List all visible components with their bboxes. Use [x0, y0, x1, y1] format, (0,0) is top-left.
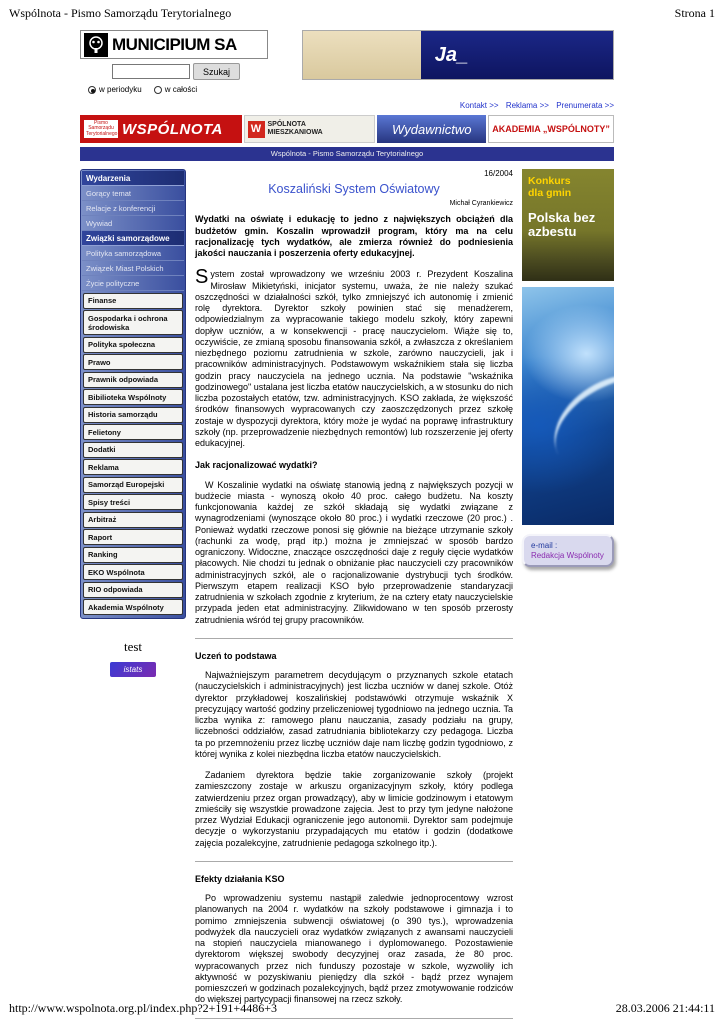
azbest-line2: dla gmin [528, 187, 572, 200]
sidebar-item-raport[interactable]: Raport [83, 529, 183, 545]
sidebar-item-wydarzenia[interactable]: Wydarzenia [82, 171, 184, 186]
nav-link-prenumerata[interactable]: Prenumerata >> [556, 101, 614, 110]
print-header [9, 6, 715, 21]
radio-icon-checked[interactable] [88, 86, 96, 94]
banner-mieszkaniowa-w-icon: W [248, 121, 265, 138]
sidebar-item-eko-wspolnota[interactable]: EKO Wspólnota [83, 564, 183, 580]
sidebar-item-prawo[interactable]: Prawo [83, 354, 183, 370]
print-footer [9, 1001, 715, 1016]
article [186, 169, 522, 1031]
content-row [80, 169, 614, 1031]
sidebar-item-dodatki[interactable]: Dodatki [83, 442, 183, 458]
ad-banner-water-image[interactable] [522, 287, 614, 525]
radio-label: w całości [164, 85, 198, 94]
site-title-bar: Wspólnota - Pismo Samorządu Terytorialnego [80, 147, 614, 161]
banner-wspolnota-mieszkaniowa[interactable] [244, 115, 376, 143]
sidebar-item-spisy-tresci[interactable]: Spisy treści [83, 494, 183, 510]
sidebar-item-ranking[interactable]: Ranking [83, 547, 183, 563]
article-paragraph-1 [195, 266, 513, 449]
sidebar-menu [80, 169, 186, 619]
email-target: Redakcja Wspólnoty [531, 551, 604, 560]
section-heading-racjonalizowac: Jak racjonalizować wydatki? [195, 460, 318, 471]
banner-wydawnictwo[interactable] [377, 115, 486, 143]
test-label: test [123, 638, 143, 654]
site-content [80, 30, 614, 1031]
banner-mieszkaniowa-line2: MIESZKANIOWA [267, 129, 323, 136]
article-paragraph-2: W Koszalinie wydatki na oświatę stanowią jedną z największych pozycji w budżecie miasta - wynoszą około 40 proc. całego budżetu. Na koszty funkcjonowania każdej ze szkół składają się wydatki związane z wynagrodzeniami (wynoszące około 80 proc.) i wydatki rzeczowe (20 proc.) . Ponieważ wydatki rzeczowe ponosi się głównie na bieżące utrzymanie szkoły (rachunki za wodę, prąd itp.) można je zmniejszać w sposób bardzo ograniczony. Widoczne, znaczące oszczędności daje z reguły cięcie wydatków płacowych. Nie chodzi tu jednak o obniżanie płac nauczycieli czy pracowników administracyjnych szkół, ale o racjonalizowanie dystrybucji tych środków. Pierwszym etapem realizacji KSO było przeprowadzenie standaryzacji zatrudnienia w szkołach zgodnie z kryterium, że na cztery etaty nauczycielskie przypada jeden etat administracyjny. Zlikwidowano w ten sposób przerosty zatrudnienia wśród tej grupy pracowników. [195, 479, 513, 625]
sidebar-item-rio-odpowiada[interactable]: RIO odpowiada [83, 582, 183, 598]
top-ad-banner-text-area [421, 31, 613, 79]
sidebar-item-finanse[interactable]: Finanse [83, 293, 183, 309]
article-lead: Wydatki na oświatę i edukację to jedno z największych obciążeń dla budżetów gmin. Koszalin wprowadził program, który ma na celu racjonalizację tych wydatków, ale zmierza również do podniesienia jakości nauczania i poszerzenia oferty edukacyjnej. [195, 214, 513, 259]
email-label: e-mail : [531, 541, 558, 550]
banner-akademia-wspolnoty[interactable] [488, 115, 614, 143]
article-paragraph-5: Po wprowadzeniu systemu nastąpił zaledwie jednoprocentowy wzrost planowanych na 2004 r. wydatków na szkoły podstawowe i gimnazja i to pomimo zmniejszenia subwencji oświatowej (o 390 tys.), wprowadzenia podwyżek dla nauczycieli oraz wydatków związanych z awansami nauczycieli na stopień nauczyciela mianowanego i dyplomowanego. Pozostawienie dyrektorom większej swobody decyzyjnej oraz zasada, że 80 proc. wypracowanych przez nich funduszy pozostaje w szkole, wyzwoliły ich aktywność w pozyskiwaniu pieniędzy dla szkół - bądź przez wynajem pomieszczeń w godzinach pozalekcyjnych, bądź przez zmotywowanie rodziców do większej partycypacji finansowej na rzecz szkoły. [195, 893, 513, 1005]
section-divider [195, 861, 513, 862]
banner-wspolnota-title: WSPÓLNOTA [122, 120, 223, 138]
top-ad-banner[interactable] [302, 30, 614, 80]
sidebar-item-prawnik-odpowiada[interactable]: Prawnik odpowiada [83, 372, 183, 388]
dropcap-letter: S [195, 266, 209, 289]
search-button[interactable]: Szukaj [193, 63, 240, 80]
stats-counter-badge[interactable]: istats [110, 662, 156, 677]
banner-mieszkaniowa-line1: SPÓLNOTA [267, 120, 306, 128]
sidebar-item-samorzad-europejski[interactable]: Samorząd Europejski [83, 477, 183, 493]
radio-icon-unchecked[interactable] [154, 86, 162, 94]
header-nav-links [80, 101, 614, 110]
print-footer-datetime: 28.03.2006 21:44:11 [615, 1001, 715, 1015]
section-divider [195, 1018, 513, 1019]
print-header-title: Wspólnota - Pismo Samorządu Terytorialnego [9, 6, 232, 20]
sidebar-item-wywiad[interactable]: Wywiad [82, 216, 184, 231]
sidebar-item-arbitraz[interactable]: Arbitraż [83, 512, 183, 528]
section-heading-efekty: Efekty działania KSO [195, 873, 285, 884]
azbest-line3: Polska bez [528, 210, 596, 226]
below-sidebar [80, 639, 186, 677]
sidebar-item-polityka-samorzadowa[interactable]: Polityka samorządowa [82, 246, 184, 261]
article-author: Michał Cyrankiewicz [449, 199, 513, 207]
email-redakcja-button[interactable] [522, 534, 614, 567]
municipium-logo-text: MUNICIPIUM SA [112, 34, 237, 54]
sidebar-wrap [80, 169, 186, 677]
sidebar-item-biblioteka-wspolnoty[interactable]: Bibilioteka Wspólnoty [83, 389, 183, 405]
sidebar-item-zycie-polityczne[interactable]: Życie polityczne [82, 276, 184, 291]
radio-label: w periodyku [99, 85, 142, 94]
banner-akademia-text: AKADEMIA „WSPÓLNOTY” [492, 124, 610, 134]
municipium-logo-icon [84, 33, 108, 57]
radio-w-periodyku[interactable] [88, 85, 142, 94]
azbest-line4: azbestu [528, 224, 577, 240]
sidebar-item-relacje-z-konferencji[interactable]: Relacje z konferencji [82, 201, 184, 216]
top-ad-banner-text: Ja_ [434, 43, 469, 66]
sidebar-item-akademia-wspolnoty[interactable]: Akademia Wspólnoty [83, 599, 183, 615]
sidebar-item-historia-samorzadu[interactable]: Historia samorządu [83, 407, 183, 423]
water-wave-graphic [537, 354, 614, 494]
right-ad-column [522, 169, 614, 567]
sidebar-item-polityka-spoleczna[interactable]: Polityka społeczna [83, 337, 183, 353]
top-ad-banner-image [303, 31, 421, 79]
banner-wspolnota-logo: Pismo Samorządu Terytorialnego [86, 119, 118, 137]
search-scope-radios [88, 85, 285, 94]
article-paragraph-3: Najważniejszym parametrem decydującym o przyznanych szkole etatach (nauczycielskich i administracyjnych) jest liczba uczniów w danej szkole. Otóż dyrektor przykładowej koszalińskiej podstawówki otrzymuje wskaźnik X precyzujący wartość godziny przeliczeniowej tygodniowo na jednego ucznia. Ta liczba wynika z: ramowego planu nauczania, zasady podziału na grupy, liczebności oddziałów, zasad zatrudniania bibliotekarzy czy pedagoga. Liczba ta po przemnożeniu przez liczbę uczniów daje nam liczbę godzin tygodniowo, z której wynika z kolei niezbędna liczba etatów nauczycielskich. [195, 670, 513, 759]
print-page-number: Strona 1 [674, 6, 715, 20]
municipium-logo[interactable] [80, 30, 268, 59]
header-top-row [80, 30, 614, 94]
paragraph-1-text: ystem został wprowadzony we wrześniu 2003 r. Prezydent Koszalina Mirosław Mikietyński, inicjator systemu, uważa, że nie należy szukać oszczędności w działalności szkół, tylko zmniejszyć ich autonomię i zmienić rolę dyrektora. Dyrektor szkoły powinien stać się menadżerem, odpowiedzialnym za wypracowanie takiego modelu szkoły, który zapewni dopływ uczniów, a w konsekwencji - pracę nauczycielom. Wiąże się to, oczywiście, ze zmianą sposobu finansowania szkół, a zwłaszcza z określaniem niezbędnego poziomu zatrudnienia w szkole, zarówno nauczycieli, jak i pracowników administracyjnych. Podstawowym wskaźnikiem stała się liczba godzin pracy nauczyciela na jednego ucznia. Na podstawie "wskaźnika godzinowego" ustalana jest liczba etatów nauczycielskich, a w stosunku do nich liczba pozostałych etatów, tzw. administracyjnych. KSO zakłada, że większość środków finansowych wypracowanych czy zaoszczędzonych przez szkołę zostaje w dyspozycji dyrektora, który może je wydać na poprawę infrastruktury szkoły (np. przeprowadzenie niezbędnych remontów) lub rozszerzenie jej oferty edukacyjnej. [195, 269, 513, 449]
brand-banner-row [80, 115, 614, 143]
article-title: Koszaliński System Oświatowy [268, 182, 440, 196]
ad-banner-polska-bez-azbestu[interactable] [522, 169, 614, 281]
search-input[interactable] [112, 64, 190, 79]
print-footer-url: http://www.wspolnota.org.pl/index.php?2+191+4486+3 [9, 1001, 277, 1015]
sidebar-item-zwiazki-samorzadowe[interactable]: Związki samorządowe [82, 231, 184, 246]
logo-block [80, 30, 285, 94]
azbest-line1: Konkurs [528, 175, 571, 187]
sidebar-item-felietony[interactable]: Felietony [83, 424, 183, 440]
sidebar-item-gospodarka[interactable]: Gospodarka i ochrona środowiska [83, 310, 183, 335]
banner-wspolnota[interactable] [80, 115, 242, 143]
section-heading-uczen: Uczeń to podstawa [195, 650, 277, 661]
article-paragraph-4: Zadaniem dyrektora będzie takie zorganizowanie szkoły (projekt zamieszczony zostaje w arkuszu organizacyjnym szkoły, który podlega zatwierdzeniu przez organ prowadzący), aby w limicie godzinowym i etatowym zmieściły się wszystkie prowadzone zajęcia. Jest to przy tym jedyne nałożone przez Wydział Edukacji ograniczenie jego autonomii. Dyrektor sam podejmuje decyzje o wykorzystaniu przypadających mu etatów i godzin (dodatkowe zajęcia pozalekcyjne, zatrudnienie pedagoga szkolnego itp.). [195, 770, 513, 848]
nav-link-reklama[interactable]: Reklama >> [505, 101, 549, 110]
nav-link-kontakt[interactable]: Kontakt >> [459, 101, 499, 110]
section-divider [195, 638, 513, 639]
radio-w-calosci[interactable] [154, 85, 197, 94]
search-row [112, 63, 285, 80]
banner-wydawnictwo-text: Wydawnictwo [392, 121, 472, 137]
sidebar-item-zwiazek-miast-polskich[interactable]: Związek Miast Polskich [82, 261, 184, 276]
sidebar-item-reklama[interactable]: Reklama [83, 459, 183, 475]
sidebar-item-goracy-temat[interactable]: Gorący temat [82, 186, 184, 201]
issue-number: 16/2004 [484, 169, 513, 178]
banner-mieszkaniowa-text [268, 121, 323, 137]
